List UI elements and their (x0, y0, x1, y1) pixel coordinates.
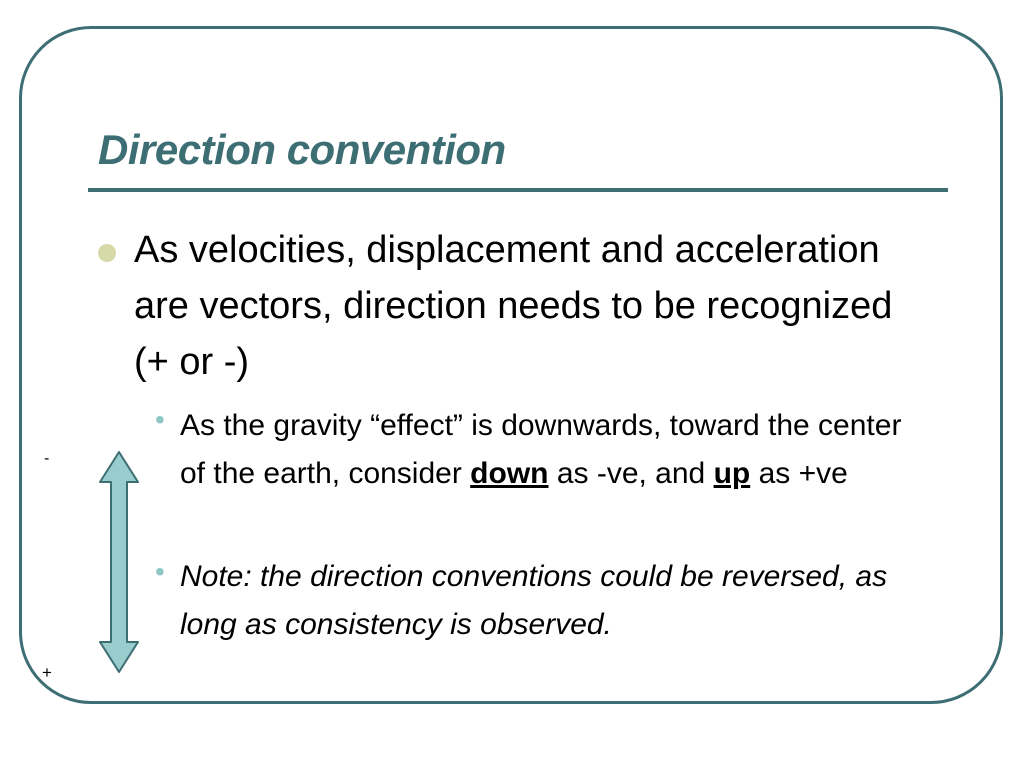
title-underline (88, 188, 948, 192)
sub-bullet-note: Note: the direction conventions could be reversed, as long as consistency is observed. (180, 560, 888, 641)
sub-bullet-dot-icon: • (155, 404, 165, 435)
down-keyword: down (470, 457, 549, 490)
sub-bullet-gravity (180, 402, 920, 498)
sub-bullet-gravity-text-middle: as -ve, and (548, 457, 714, 490)
sub-bullet-dot-icon: • (155, 556, 165, 587)
slide-title: Direction convention (98, 126, 506, 173)
sub-bullet-gravity-text-after: as +ve (750, 457, 848, 490)
up-keyword: up (713, 457, 751, 490)
bullet-main: As velocities, displacement and acceleration are vectors, direction needs to be recognized (+ or -) (134, 229, 893, 383)
bullet-dot-icon (98, 244, 116, 262)
arrow-bottom-label: + (42, 663, 52, 682)
double-arrow-icon (98, 450, 140, 674)
arrow-top-label: - (44, 450, 50, 467)
sub-bullet-gravity-text-before: As the gravity “effect” is downwards, toward the center of the earth, consider (180, 409, 902, 490)
